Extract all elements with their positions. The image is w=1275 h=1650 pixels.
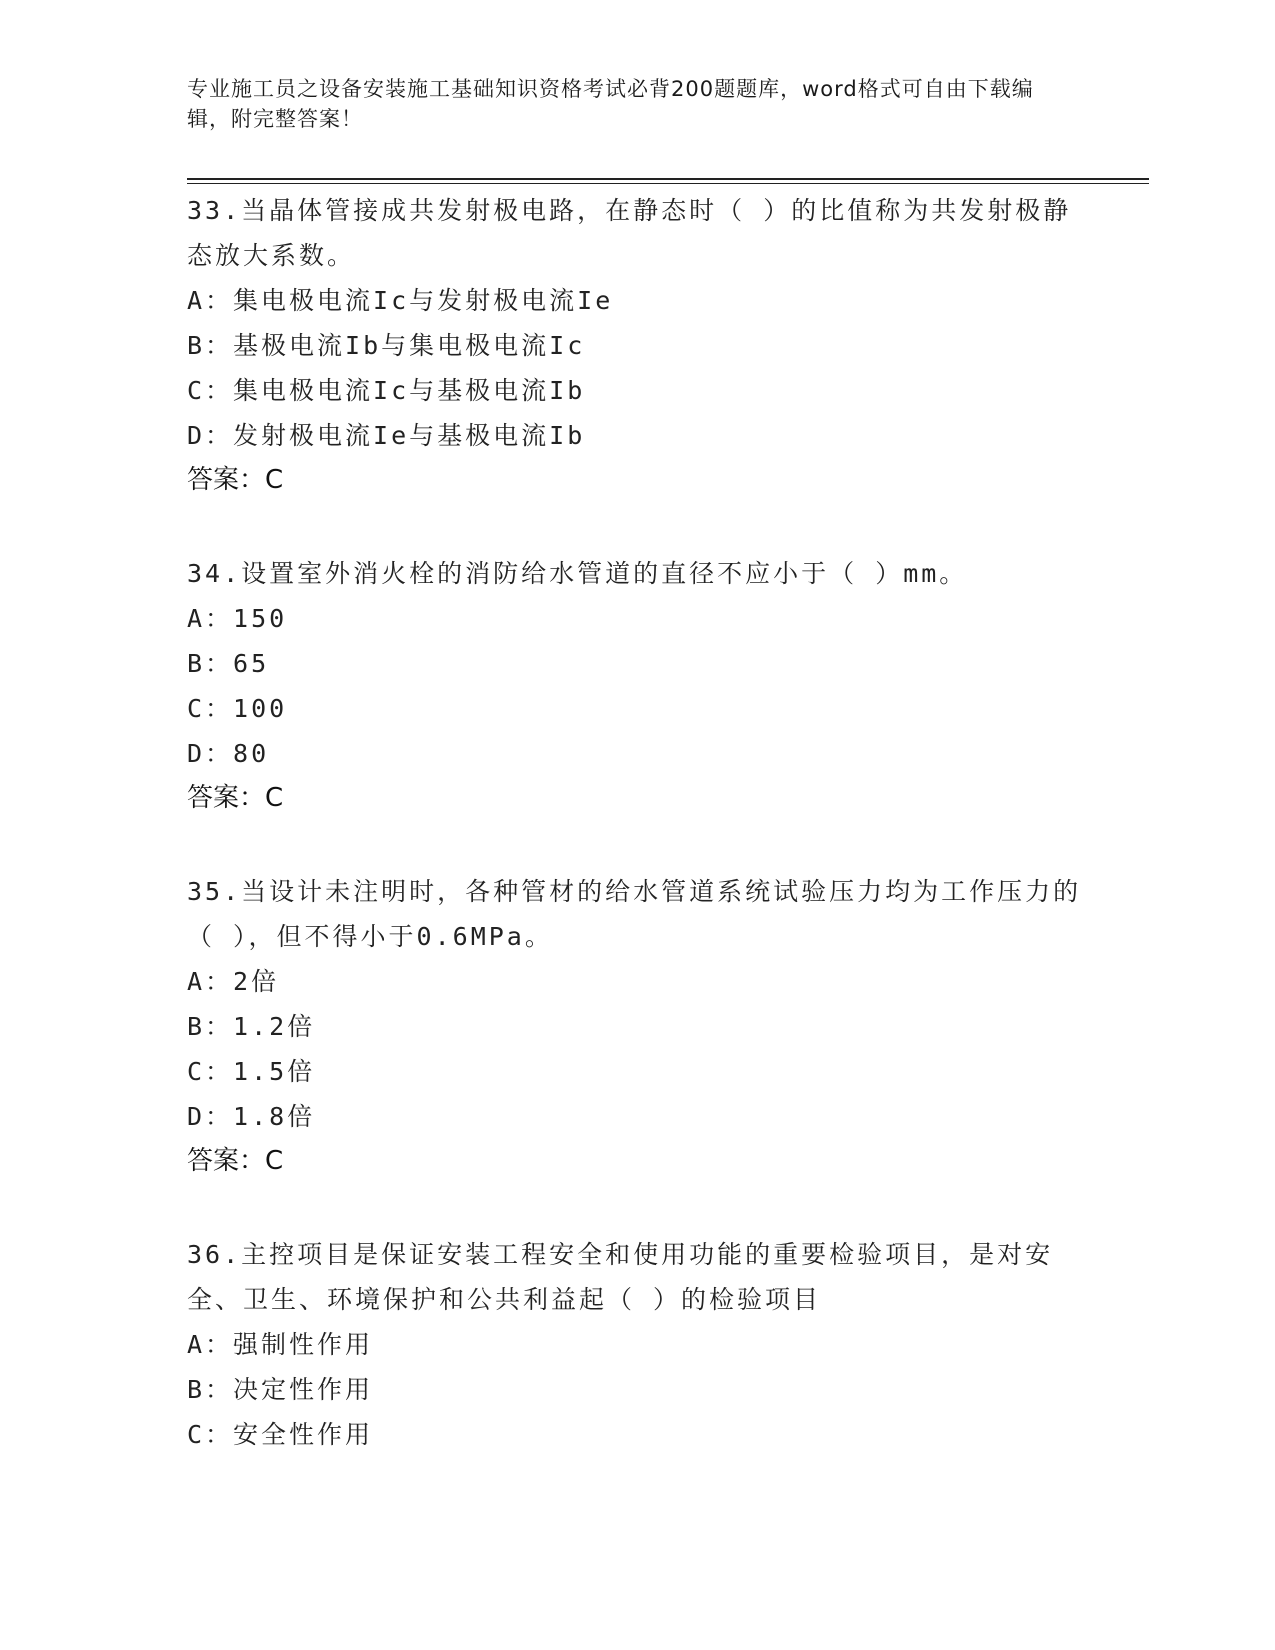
option-a: A：强制性作用 [187,1330,374,1359]
option-a: A：集电极电流Ic与发射极电流Ie [187,286,614,315]
option-c: C：100 [187,694,288,723]
question-stem: 34.设置室外消火栓的消防给水管道的直径不应小于（ ）mm。 [187,559,968,588]
question-stem: 33.当晶体管接成共发射极电路，在静态时（ ）的比值称为共发射极静态放大系数。 [187,196,1072,270]
option-d: D：发射极电流Ie与基极电流Ib [187,421,586,450]
question-stem: 35.当设计未注明时，各种管材的给水管道系统试验压力均为工作压力的（ ），但不得小于0.6MPa。 [187,877,1082,951]
option-d: D：1.8倍 [187,1102,316,1131]
question-36 [187,1232,1087,1457]
option-c: C：1.5倍 [187,1057,316,1086]
option-a: A：150 [187,604,288,633]
option-b: B：1.2倍 [187,1012,316,1041]
question-35 [187,869,1087,1184]
header-rule-thick [187,178,1149,180]
answer-label: 答案：C [187,465,284,495]
option-b: B：65 [187,649,270,678]
question-33 [187,188,1087,503]
question-stem: 36.主控项目是保证安装工程安全和使用功能的重要检验项目，是对安全、卫生、环境保护和公共利益起（ ）的检验项目 [187,1240,1054,1314]
document-header: 专业施工员之设备安装施工基础知识资格考试必背200题题库，word格式可自由下载编辑，附完整答案！ [187,77,1034,131]
option-a: A：2倍 [187,967,280,996]
question-34 [187,551,1087,821]
option-b: B：决定性作用 [187,1375,374,1404]
option-b: B：基极电流Ib与集电极电流Ic [187,331,586,360]
header-rule-thin [187,183,1149,184]
answer-label: 答案：C [187,1146,284,1176]
option-c: C：集电极电流Ic与基极电流Ib [187,376,586,405]
question-list [187,188,1087,1505]
option-c: C：安全性作用 [187,1420,374,1449]
option-d: D：80 [187,739,270,768]
answer-label: 答案：C [187,783,284,813]
